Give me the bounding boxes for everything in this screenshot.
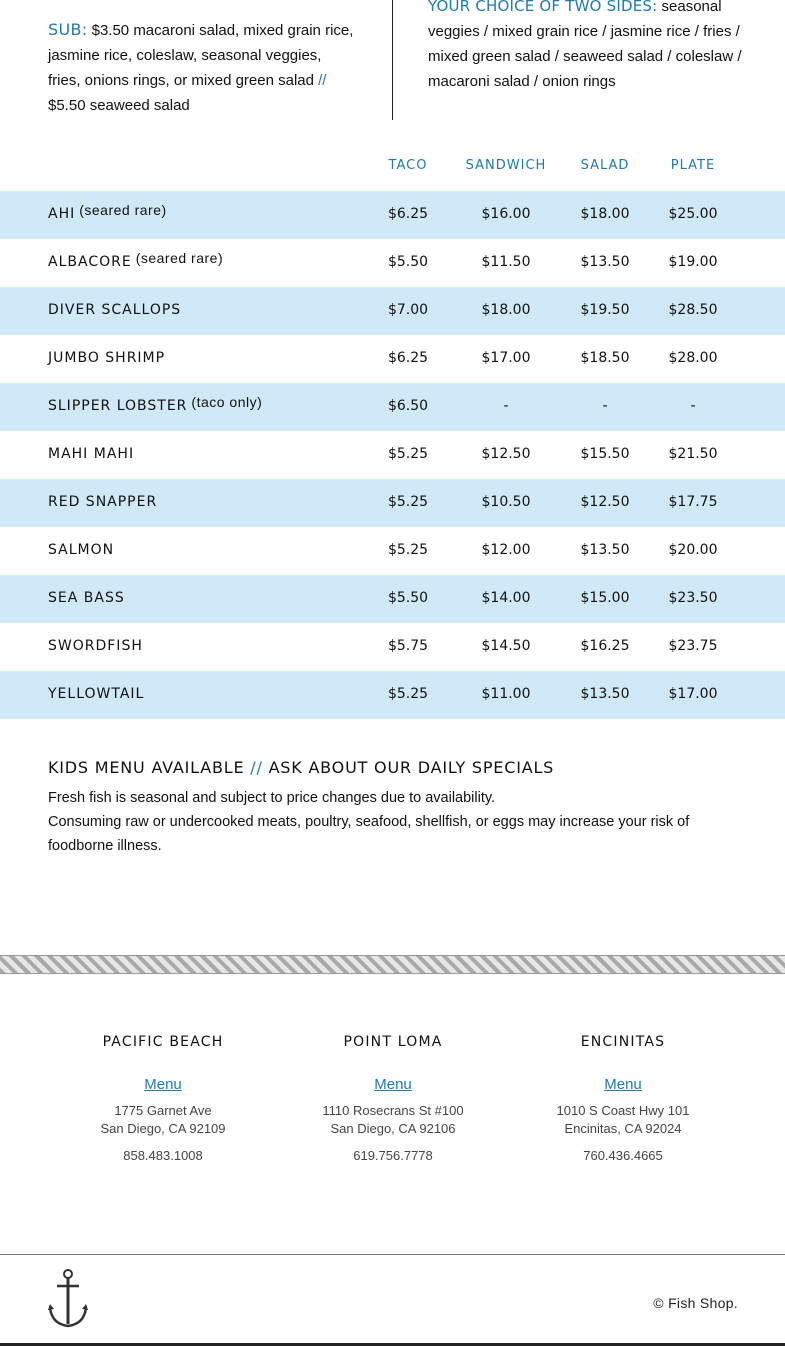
item-name <box>48 589 129 606</box>
menu-row-albacore <box>0 239 785 287</box>
column-header-salad: SALAD <box>580 158 630 173</box>
item-note: (seared rare) <box>79 202 167 218</box>
item-name <box>48 493 161 510</box>
price-taco: $5.50 <box>387 254 429 270</box>
price-plate: $17.00 <box>668 686 718 702</box>
price-plate: - <box>690 398 696 414</box>
price-salad: $12.50 <box>580 494 630 510</box>
price-taco: $5.50 <box>387 590 429 606</box>
price-sandwich: $18.00 <box>481 302 531 318</box>
menu-row-ahi <box>0 191 785 239</box>
item-name <box>48 394 263 414</box>
item-name <box>48 301 185 318</box>
price-sandwich: $10.50 <box>481 494 531 510</box>
item-name <box>48 541 118 558</box>
item-title: JUMBO SHRIMP <box>48 350 166 366</box>
item-title: YELLOWTAIL <box>48 686 145 702</box>
menu-row-yellowtail <box>0 671 785 719</box>
price-taco: $5.25 <box>387 446 429 462</box>
price-sandwich: $12.50 <box>481 446 531 462</box>
price-salad: $15.50 <box>580 446 630 462</box>
price-salad: $18.50 <box>580 350 630 366</box>
location-point-loma <box>278 1034 508 1163</box>
location-name: POINT LOMA <box>343 1034 443 1050</box>
location-phone: 619.756.7778 <box>353 1148 433 1163</box>
price-taco: $5.25 <box>387 494 429 510</box>
address-line-1: 1010 S Coast Hwy 101 <box>556 1103 690 1118</box>
price-plate: $28.50 <box>668 302 718 318</box>
sub-text-2: $5.50 seaweed salad <box>48 97 190 114</box>
price-plate: $21.50 <box>668 446 718 462</box>
footer-divider <box>0 1254 785 1255</box>
location-address <box>48 1102 278 1138</box>
location-menu-link[interactable]: Menu <box>374 1076 412 1093</box>
copyright: © Fish Shop. <box>653 1295 738 1311</box>
item-title: AHI <box>48 206 76 222</box>
item-note: (taco only) <box>191 394 263 410</box>
price-taco: $5.25 <box>387 686 429 702</box>
price-sandwich: - <box>503 398 509 414</box>
item-name <box>48 637 147 654</box>
location-menu-link[interactable]: Menu <box>604 1076 642 1093</box>
kids-specials-heading <box>48 758 554 777</box>
item-note: (seared rare) <box>135 250 224 266</box>
sub-separator: // <box>318 72 327 89</box>
daily-specials-text: ASK ABOUT OUR DAILY SPECIALS <box>268 758 555 777</box>
sub-options <box>48 17 358 118</box>
menu-row-salmon <box>0 527 785 575</box>
location-menu-link[interactable]: Menu <box>144 1076 182 1093</box>
address-line-1: 1775 Garnet Ave <box>114 1103 212 1118</box>
menu-row-slipper-lobster <box>0 383 785 431</box>
price-salad: $19.50 <box>580 302 630 318</box>
price-plate: $20.00 <box>668 542 718 558</box>
price-sandwich: $11.50 <box>481 254 531 270</box>
price-sandwich: $16.00 <box>481 206 531 222</box>
price-taco: $6.50 <box>387 398 429 414</box>
vertical-divider <box>392 0 393 120</box>
price-plate: $19.00 <box>668 254 718 270</box>
seasonal-notice: Fresh fish is seasonal and subject to price changes due to availability. <box>48 790 496 806</box>
price-taco: $6.25 <box>387 206 429 222</box>
menu-row-red-snapper <box>0 479 785 527</box>
address-line-2: San Diego, CA 92109 <box>100 1121 226 1136</box>
location-pacific-beach <box>48 1034 278 1163</box>
price-salad: $13.50 <box>580 686 630 702</box>
price-taco: $5.75 <box>387 638 429 654</box>
price-plate: $28.00 <box>668 350 718 366</box>
item-title: ALBACORE <box>48 254 132 270</box>
item-name <box>48 685 148 702</box>
item-title: SWORDFISH <box>48 638 143 654</box>
menu-row-sea-bass <box>0 575 785 623</box>
price-taco: $5.25 <box>387 542 429 558</box>
item-name <box>48 202 167 222</box>
price-sandwich: $11.00 <box>481 686 531 702</box>
price-salad: $15.00 <box>580 590 630 606</box>
disclaimer <box>48 786 748 858</box>
item-title: SEA BASS <box>48 590 125 606</box>
price-plate: $23.75 <box>668 638 718 654</box>
sides-label: YOUR CHOICE OF TWO SIDES: <box>428 0 658 15</box>
item-name <box>48 445 138 462</box>
price-sandwich: $17.00 <box>481 350 531 366</box>
menu-row-jumbo-shrimp <box>0 335 785 383</box>
price-plate: $17.75 <box>668 494 718 510</box>
item-name <box>48 250 224 270</box>
item-name <box>48 349 169 366</box>
location-address <box>278 1102 508 1138</box>
column-header-taco: TACO <box>388 158 428 173</box>
item-title: SALMON <box>48 542 115 558</box>
location-phone: 760.436.4665 <box>583 1148 663 1163</box>
price-salad: $16.25 <box>580 638 630 654</box>
item-title: MAHI MAHI <box>48 446 135 462</box>
item-title: DIVER SCALLOPS <box>48 302 182 318</box>
price-salad: $13.50 <box>580 542 630 558</box>
price-sandwich: $12.00 <box>481 542 531 558</box>
address-line-1: 1110 Rosecrans St #100 <box>322 1103 464 1118</box>
consumption-warning: Consuming raw or undercooked meats, poultry, seafood, shellfish, or eggs may increase your risk of foodborne illness. <box>48 814 690 854</box>
location-name: ENCINITAS <box>580 1034 666 1050</box>
item-title: RED SNAPPER <box>48 494 158 510</box>
location-phone: 858.483.1008 <box>123 1148 203 1163</box>
sub-label: SUB: <box>48 20 88 39</box>
column-header-plate: PLATE <box>670 158 716 173</box>
sides-text: seasonal veggies / mixed grain rice / jasmine rice / fries / mixed green salad / seaweed salad / coleslaw / macaroni salad / onion rings <box>428 0 742 90</box>
rope-divider <box>0 955 785 974</box>
location-address <box>508 1102 738 1138</box>
item-title: SLIPPER LOBSTER <box>48 398 188 414</box>
price-salad: $13.50 <box>580 254 630 270</box>
price-sandwich: $14.50 <box>481 638 531 654</box>
sides-options <box>428 0 748 94</box>
heading-separator: // <box>250 758 263 777</box>
price-salad: - <box>602 398 608 414</box>
price-sandwich: $14.00 <box>481 590 531 606</box>
anchor-icon[interactable] <box>47 1268 89 1330</box>
sub-text-1: $3.50 macaroni salad, mixed grain rice, jasmine rice, coleslaw, seasonal veggies, fries, onions rings, or mixed green salad <box>48 22 354 89</box>
price-salad: $18.00 <box>580 206 630 222</box>
address-line-2: Encinitas, CA 92024 <box>564 1121 682 1136</box>
column-header-sandwich: SANDWICH <box>465 158 547 173</box>
location-name: PACIFIC BEACH <box>102 1034 224 1050</box>
menu-row-swordfish <box>0 623 785 671</box>
address-line-2: San Diego, CA 92106 <box>330 1121 456 1136</box>
location-encinitas <box>508 1034 738 1163</box>
price-taco: $7.00 <box>387 302 429 318</box>
kids-menu-text: KIDS MENU AVAILABLE <box>48 758 245 777</box>
price-plate: $25.00 <box>668 206 718 222</box>
menu-row-diver-scallops <box>0 287 785 335</box>
price-plate: $23.50 <box>668 590 718 606</box>
price-taco: $6.25 <box>387 350 429 366</box>
menu-row-mahi-mahi <box>0 431 785 479</box>
